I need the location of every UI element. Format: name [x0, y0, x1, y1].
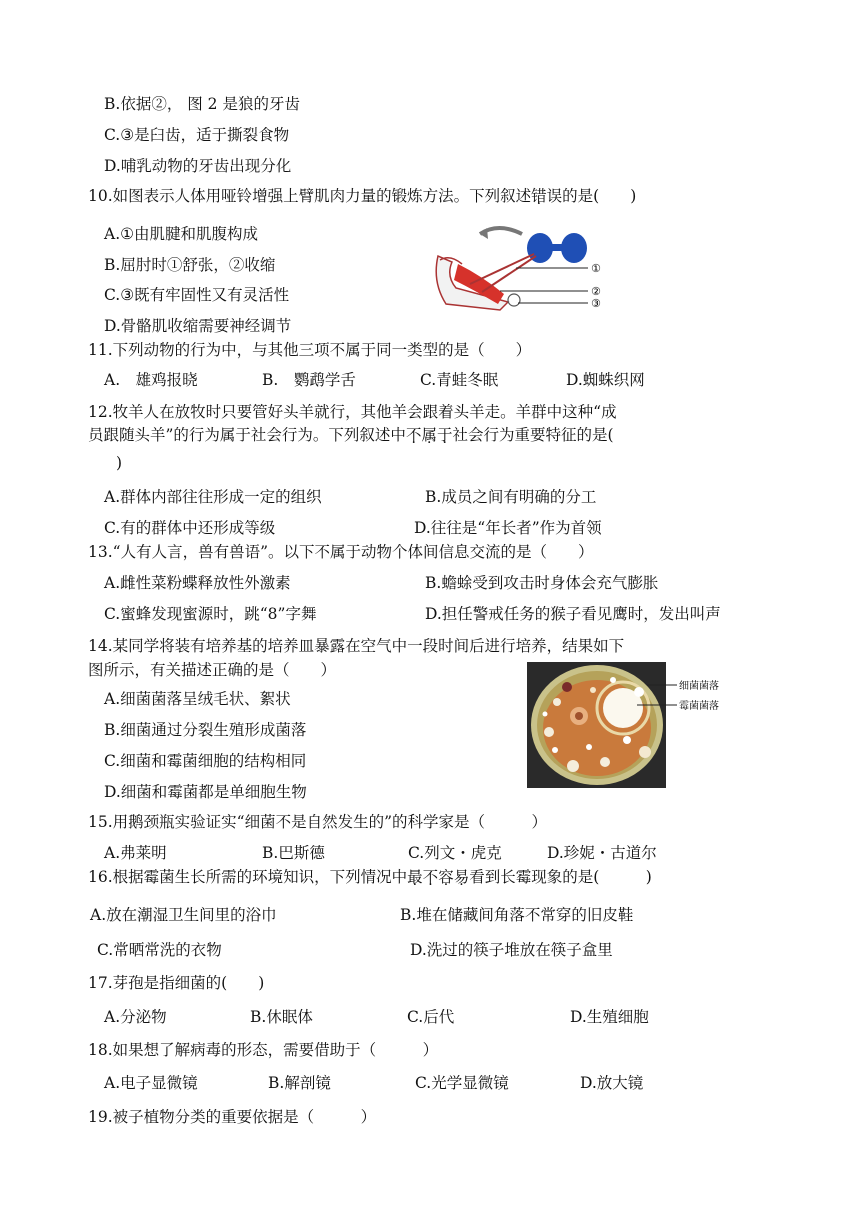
q17-option-d: D.生殖细胞	[570, 1008, 649, 1026]
q11-stem: 11.下列动物的行为中，与其他三项不属于同一类型的是（ ）	[88, 341, 532, 359]
fig-label-2: ②	[591, 285, 601, 298]
q18-option-b: B.解剖镜	[268, 1074, 331, 1092]
q9-option-d: D.哺乳动物的牙齿出现分化	[104, 157, 292, 175]
q13-option-a: A.雌性菜粉蝶释放性外激素	[104, 574, 291, 592]
q13-stem: 13.“人有人言，兽有兽语”。以下不属于动物个体间信息交流的是（ ）	[88, 543, 594, 561]
q14-option-b: B.细菌通过分裂生殖形成菌落	[104, 721, 307, 739]
q9-option-b: B.依据②， 图 2 是狼的牙齿	[104, 95, 300, 113]
q10-option-a: A.①由肌腱和肌腹构成	[104, 225, 259, 243]
q12-option-d: D.往往是“年长者”作为首领	[414, 519, 602, 537]
q18-option-a: A.电子显微镜	[104, 1074, 198, 1092]
q12-option-a: A.群体内部往往形成一定的组织	[104, 488, 322, 506]
emphasis-mark: 错	[531, 187, 547, 205]
q17-option-a: A.分泌物	[104, 1008, 167, 1026]
q16-stem: 16.根据霉菌生长所需的环境知识，下列情况中最不容易看到长霉现象的是( )	[88, 868, 652, 886]
q9-option-c: C.③是臼齿，适于撕裂食物	[104, 126, 290, 144]
arm-dumbbell-figure	[430, 224, 606, 316]
q16-option-c: C.常晒常洗的衣物	[97, 941, 222, 959]
q17-option-b: B.休眠体	[250, 1008, 313, 1026]
q18-option-c: C.光学显微镜	[415, 1074, 509, 1092]
q15-option-d: D.珍妮・古道尔	[547, 844, 657, 862]
q12-stem-line2: 员跟随头羊”的行为属于社会行为。下列叙述中不属于社会行为重要特征的是(	[88, 426, 614, 444]
q14-stem-line2: 图所示，有关描述正确的是（ ）	[88, 661, 337, 679]
q10-stem: 10.如图表示人体用哑铃增强上臂肌肉力量的锻炼方法。下列叙述错误的是( )	[88, 187, 637, 205]
q11-option-b: B. 鹦鹉学舌	[262, 371, 356, 389]
q15-option-b: B.巴斯德	[262, 844, 325, 862]
q15-stem: 15.用鹅颈瓶实验证实“细菌不是自然发生的”的科学家是（ ）	[88, 813, 548, 831]
q16-option-b: B.堆在储藏间角落不常穿的旧皮鞋	[400, 906, 634, 924]
q10-option-c: C.③既有牢固性又有灵活性	[104, 286, 290, 304]
q13-option-c: C.蜜蜂发现蜜源时，跳“8”字舞	[104, 605, 317, 623]
q12-stem-line1: 12.牧羊人在放牧时只要管好头羊就行，其他羊会跟着头羊走。羊群中这种“成	[88, 403, 617, 421]
label-mold-colony: 霉菌菌落	[679, 701, 719, 712]
q15-option-a: A.弗莱明	[104, 844, 167, 862]
q13-option-b: B.蟾蜍受到攻击时身体会充气膨胀	[425, 574, 659, 592]
q13-option-d: D.担任警戒任务的猴子看见鹰时，发出叫声	[425, 605, 721, 623]
q15-option-c: C.列文・虎克	[408, 844, 502, 862]
q16-option-a: A.放在潮湿卫生间里的浴巾	[90, 906, 277, 924]
q12-stem-line3: )	[116, 454, 123, 472]
q11-option-a: A. 雄鸡报晓	[104, 371, 198, 389]
q10-option-d: D.骨骼肌收缩需要神经调节	[104, 317, 292, 335]
q18-option-d: D.放大镜	[580, 1074, 644, 1092]
fig-label-3: ③	[591, 297, 601, 310]
q12-option-c: C.有的群体中还形成等级	[104, 519, 276, 537]
label-bacteria-colony: 细菌菌落	[679, 681, 719, 692]
q19-stem: 19.被子植物分类的重要依据是（ ）	[88, 1108, 377, 1126]
petri-dish-figure	[527, 662, 725, 788]
q14-option-c: C.细菌和霉菌细胞的结构相同	[104, 752, 307, 770]
q14-option-d: D.细菌和霉菌都是单细胞生物	[104, 783, 307, 801]
q11-option-c: C.青蛙冬眠	[420, 371, 499, 389]
fig-label-1: ①	[591, 262, 601, 275]
q12-option-b: B.成员之间有明确的分工	[425, 488, 597, 506]
q14-stem-line1: 14.某同学将装有培养基的培养皿暴露在空气中一段时间后进行培养，结果如下	[88, 637, 625, 655]
q17-stem: 17.芽孢是指细菌的( )	[88, 974, 265, 992]
q14-option-a: A.细菌菌落呈绒毛状、絮状	[104, 690, 291, 708]
q18-stem: 18.如果想了解病毒的形态，需要借助于（ ）	[88, 1041, 439, 1059]
q16-option-d: D.洗过的筷子堆放在筷子盒里	[410, 941, 613, 959]
q11-option-d: D.蜘蛛织网	[566, 371, 645, 389]
q10-option-b: B.屈肘时①舒张，②收缩	[104, 256, 276, 274]
q17-option-c: C.后代	[407, 1008, 455, 1026]
